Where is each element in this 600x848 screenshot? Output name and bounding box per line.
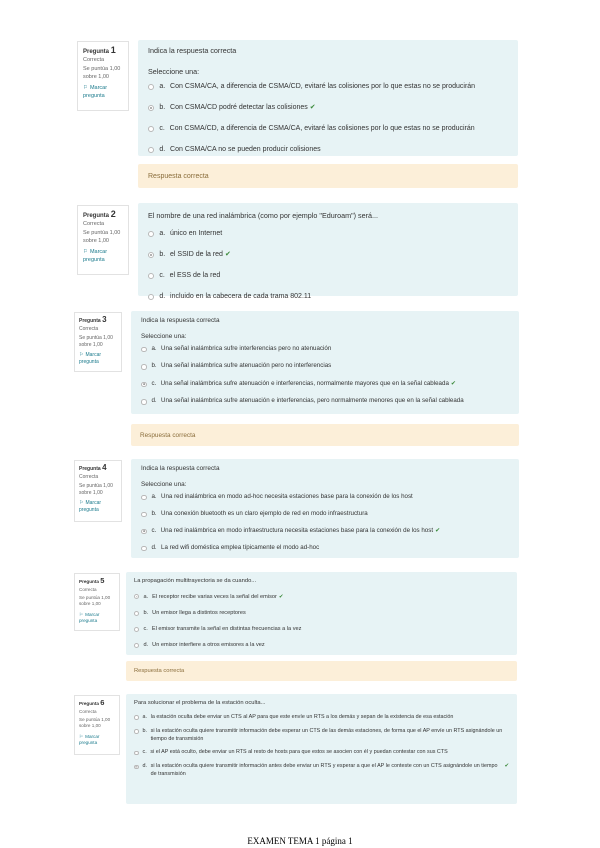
- question-content-1: [138, 40, 518, 156]
- answer-text: si el AP está oculto, debe enviar un RTS al resto de hosts para que estos se asocien con él y puedan contestar con sus CTS: [150, 749, 448, 756]
- answer-radio[interactable]: [134, 594, 139, 599]
- answer-radio[interactable]: [148, 252, 154, 258]
- answer-option[interactable]: [148, 229, 508, 239]
- answer-radio[interactable]: [134, 627, 139, 632]
- answer-radio[interactable]: [148, 105, 154, 111]
- question-info-6: [74, 695, 120, 755]
- answer-prompt: Seleccione una:: [141, 481, 187, 488]
- answer-radio[interactable]: [134, 751, 139, 756]
- answer-text: Una red inalámbrica en modo ad-hoc necesita estaciones base para la conexión de los host: [161, 493, 413, 500]
- answer-radio[interactable]: [148, 231, 154, 237]
- answer-text: Una señal inalámbrica sufre atenuación e interferencias, normalmente mayores que en la señal cableada: [160, 379, 449, 387]
- answer-letter: b.: [159, 104, 166, 112]
- flag-icon: ⚐: [79, 611, 84, 617]
- answer-text: el ESS de la red: [169, 272, 221, 280]
- question-text: El nombre de una red inalámbrica (como por ejemplo "Eduroam") será...: [148, 211, 379, 220]
- answer-radio[interactable]: [141, 364, 147, 370]
- answer-text: el SSID de la red: [170, 251, 223, 259]
- flag-question-link[interactable]: ⚐ Marcar pregunta: [83, 249, 108, 263]
- answer-option[interactable]: [141, 493, 509, 502]
- answer-letter: d.: [159, 293, 166, 301]
- answer-option[interactable]: [148, 250, 508, 260]
- answer-radio[interactable]: [134, 765, 139, 770]
- answer-radio[interactable]: [148, 126, 154, 132]
- question-text: Indica la respuesta correcta: [141, 465, 220, 472]
- question-info-4: [74, 460, 122, 522]
- question-content-3: [131, 311, 519, 414]
- answer-option[interactable]: [141, 527, 509, 536]
- answer-options: [148, 229, 508, 303]
- answer-text: si la estación oculta quiere transmitir información antes debe enviar un RTS y esperar a que el AP le conteste con un CTS asignándole un tiempo de transmisión: [150, 763, 498, 778]
- page-footer: EXAMEN TEMA 1 página 1: [247, 836, 353, 846]
- answer-letter: a.: [143, 594, 149, 600]
- answer-text: El emisor transmite la señal en distintas frecuencias a la vez: [151, 626, 302, 633]
- answer-radio[interactable]: [148, 84, 154, 90]
- question-text: Indica la respuesta correcta: [148, 46, 237, 55]
- question-number: Pregunta 4: [79, 463, 107, 472]
- answer-radio[interactable]: [141, 347, 147, 353]
- answer-option[interactable]: [134, 749, 509, 757]
- answer-option[interactable]: [148, 145, 508, 155]
- answer-text: Una señal inalámbrica sufre interferencias pero no atenuación: [161, 345, 332, 352]
- flag-icon: ⚐: [83, 85, 88, 92]
- answer-option[interactable]: [134, 609, 509, 617]
- answer-text: único en Internet: [170, 230, 223, 237]
- answer-letter: a.: [151, 493, 157, 500]
- question-state: Correcta: [83, 57, 105, 63]
- question-score: Se puntúa 1,00 sobre 1,00: [79, 595, 111, 607]
- answer-letter: c.: [159, 272, 165, 280]
- answer-radio[interactable]: [148, 294, 154, 300]
- question-number: Pregunta 2: [83, 209, 116, 219]
- answer-text: El receptor recibe varias veces la señal del emisor: [152, 594, 277, 600]
- question-score: Se puntúa 1,00 sobre 1,00: [79, 717, 111, 729]
- flag-icon: ⚐: [79, 500, 84, 507]
- checkmark-icon: ✔: [309, 104, 316, 112]
- answer-option[interactable]: [141, 345, 509, 354]
- answer-radio[interactable]: [141, 495, 147, 501]
- answer-option[interactable]: [148, 271, 508, 281]
- answer-option[interactable]: [134, 625, 509, 633]
- feedback-correct: Respuesta correcta: [138, 164, 518, 188]
- answer-option[interactable]: [141, 510, 509, 519]
- answer-option[interactable]: [134, 728, 509, 744]
- question-number: Pregunta 5: [79, 576, 105, 585]
- answer-radio[interactable]: [134, 715, 139, 720]
- answer-option[interactable]: [134, 763, 509, 779]
- answer-letter: a.: [159, 230, 166, 237]
- answer-option[interactable]: [148, 292, 508, 302]
- answer-letter: d.: [151, 397, 157, 405]
- answer-radio[interactable]: [134, 729, 139, 734]
- question-info-1: [77, 41, 129, 111]
- answer-text: Una señal inalámbrica sufre atenuación pero no interferencias: [161, 362, 332, 370]
- answer-option[interactable]: [141, 362, 509, 371]
- question-score: Se puntúa 1,00 sobre 1,00: [79, 482, 113, 496]
- question-content-2: [138, 203, 518, 301]
- flag-icon: ⚐: [79, 352, 84, 359]
- question-number: Pregunta 6: [79, 698, 105, 707]
- checkmark-icon: ✔: [450, 379, 457, 387]
- answer-letter: b.: [142, 727, 148, 734]
- checkmark-icon: ✔: [504, 763, 509, 770]
- answer-letter: b.: [151, 362, 157, 370]
- question-content-5: [126, 572, 517, 655]
- flag-question-link[interactable]: ⚐ Marcar pregunta: [79, 352, 102, 365]
- question-score: Se puntúa 1,00 sobre 1,00: [79, 334, 113, 348]
- answer-text: incluido en la cabecera de cada trama 802.11: [170, 293, 312, 301]
- answer-text: Con CSMA/CA no se pueden producir colisiones: [170, 146, 321, 154]
- answer-option[interactable]: [148, 103, 508, 113]
- answer-options: [148, 82, 508, 156]
- checkmark-icon: ✔: [435, 526, 441, 534]
- answer-letter: c.: [151, 526, 157, 534]
- question-text: Indica la respuesta correcta: [141, 317, 220, 324]
- answer-text: Una señal inalámbrica sufre atenuación e interferencias, pero normalmente menores que en la señal cableada: [161, 397, 464, 405]
- answer-letter: d.: [159, 146, 166, 154]
- question-info-3: [74, 312, 122, 372]
- checkmark-icon: ✔: [278, 594, 284, 600]
- question-state: Correcta: [79, 326, 99, 332]
- answer-radio[interactable]: [134, 643, 139, 648]
- answer-options: [134, 714, 509, 779]
- question-state: Correcta: [83, 221, 105, 227]
- question-content-4: [131, 459, 519, 558]
- answer-options: [134, 593, 509, 649]
- flag-icon: ⚐: [83, 249, 88, 256]
- answer-text: Con CSMA/CD, a diferencia de CSMA/CA, evitaré las colisiones por lo que estas no se producirán: [169, 125, 475, 133]
- question-text: Para solucionar el problema de la estación oculta...: [134, 700, 266, 706]
- answer-options: [141, 345, 509, 406]
- flag-question-link[interactable]: ⚐ Marcar pregunta: [83, 85, 108, 99]
- feedback-correct: Respuesta correcta: [126, 661, 517, 681]
- answer-radio[interactable]: [134, 611, 139, 616]
- answer-radio[interactable]: [141, 399, 147, 405]
- answer-text: Una conexión bluetooth es un claro ejemplo de red en modo infraestructura: [161, 509, 368, 517]
- question-content-6: [126, 694, 517, 804]
- question-state: Correcta: [79, 709, 97, 714]
- question-score: Se puntúa 1,00 sobre 1,00: [83, 66, 121, 80]
- answer-prompt: Seleccione una:: [148, 67, 200, 76]
- answer-radio[interactable]: [141, 512, 147, 518]
- answer-text: si la estación oculta quiere transmitir información debe esperar un CTS de las demás estaciones, de forma que el AP envíe un RTS asignándole un tiempo de transmisión: [150, 727, 503, 742]
- answer-letter: c.: [151, 379, 157, 387]
- answer-option[interactable]: [141, 380, 509, 389]
- flag-question-link[interactable]: ⚐ Marcar pregunta: [79, 733, 100, 745]
- question-info-2: [77, 205, 129, 275]
- answer-letter: a.: [142, 714, 148, 720]
- answer-prompt: Seleccione una:: [141, 333, 187, 340]
- question-number: Pregunta 1: [83, 45, 116, 55]
- question-score: Se puntúa 1,00 sobre 1,00: [83, 230, 121, 244]
- answer-option[interactable]: [134, 641, 509, 649]
- answer-radio[interactable]: [148, 273, 154, 279]
- answer-letter: a.: [159, 83, 166, 90]
- answer-text: Un emisor interfiere a otros emisores a la vez: [152, 642, 265, 649]
- answer-letter: c.: [142, 749, 147, 756]
- answer-radio[interactable]: [141, 382, 147, 388]
- answer-option[interactable]: [148, 82, 508, 92]
- question-text: La propagación multitrayectoria se da cuando...: [134, 578, 257, 584]
- question-state: Correcta: [79, 474, 99, 480]
- checkmark-icon: ✔: [224, 251, 231, 259]
- answer-option[interactable]: [134, 714, 509, 722]
- feedback-correct: Respuesta correcta: [131, 424, 519, 446]
- flag-question-link[interactable]: ⚐ Marcar pregunta: [79, 611, 100, 623]
- answer-letter: c.: [159, 125, 165, 133]
- answer-option[interactable]: [148, 124, 508, 134]
- answer-text: Con CSMA/CD podré detectar las colisiones: [170, 104, 308, 112]
- answer-letter: d.: [151, 543, 157, 551]
- answer-letter: b.: [159, 251, 166, 259]
- answer-text: Con CSMA/CA, a diferencia de CSMA/CD, evitaré las colisiones por lo que estas no se producirán: [170, 83, 476, 90]
- answer-text: La red wifi doméstica emplea típicamente el modo ad-hoc: [161, 543, 320, 551]
- answer-radio[interactable]: [148, 147, 154, 153]
- answer-letter: c.: [143, 626, 148, 633]
- answer-text: Un emisor llega a distintos receptores: [152, 610, 246, 617]
- answer-letter: a.: [151, 345, 157, 352]
- question-number: Pregunta 3: [79, 315, 107, 324]
- answer-letter: b.: [151, 509, 157, 517]
- answer-letter: d.: [143, 642, 149, 649]
- answer-letter: b.: [143, 610, 149, 617]
- question-info-5: [74, 573, 120, 631]
- flag-question-link[interactable]: ⚐ Marcar pregunta: [79, 500, 102, 513]
- flag-icon: ⚐: [79, 733, 84, 739]
- answer-letter: d.: [142, 763, 148, 770]
- answer-radio[interactable]: [141, 546, 147, 552]
- answer-radio[interactable]: [141, 529, 147, 535]
- question-state: Correcta: [79, 587, 97, 592]
- answer-option[interactable]: [141, 544, 509, 553]
- answer-option[interactable]: [134, 593, 509, 601]
- answer-options: [141, 493, 509, 553]
- answer-text: Una red inalámbrica en modo infraestructura necesita estaciones base para la conexión de los host: [160, 526, 434, 534]
- answer-option[interactable]: [141, 397, 509, 406]
- answer-text: la estación oculta debe enviar un CTS al AP para que este envíe un RTS a los demás y sepan de la existencia de esa estación: [150, 714, 454, 720]
